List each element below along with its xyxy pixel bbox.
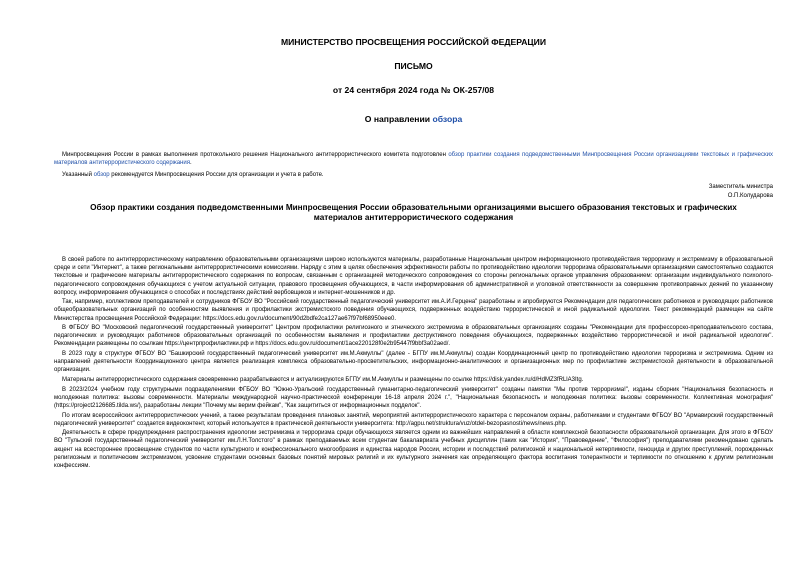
signature-block xyxy=(54,183,773,201)
signature-position: Заместитель министра xyxy=(708,184,773,191)
document-type: ПИСЬМО xyxy=(394,61,433,71)
recommendation-start: Указанный xyxy=(62,172,94,179)
review-paragraph: В 2023/2024 учебном году структурными подразделениями ФГБОУ ВО "Южно-Уральский государственный гуманитарно-педагогический университет" созданы памятки "Мы против терроризма!", изданы сборник "Национальная безопасность и молодежная политика: вызовы современности. Материалы международной научно-практической конференции 16-18 апреля 2024 г.", "Национальная безопасность и молодежная политика: вызовы современности. Коллективная монография" (https://project2126685.tilda.ws/), разработаны лекции "Почему мы верим фейкам", "Как защититься от информационных подделок". xyxy=(54,386,773,409)
ministry-heading: МИНИСТЕРСТВО ПРОСВЕЩЕНИЯ РОССИЙСКОЙ ФЕДЕРАЦИИ xyxy=(280,37,547,47)
review-paragraph: По итогам всероссийских антитеррористических учений, а также результатам проведения плановых занятий, мероприятий антитеррористического характера с персоналом охраны, работниками и студентами ФГБОУ ВО "Армавирский государственный педагогический университет" создается видеоконтент, который используется в практической деятельности университета: http://agpu.net/struktura/vuz/otdel-bezopasnosti/news/news.php. xyxy=(54,412,773,427)
recommendation-end: рекомендуется Минпросвещения России для организации и учета в работе. xyxy=(109,172,324,179)
review-paragraph: Материалы антитеррористического содержания своевременно разрабатываются и актуализируются БГПУ им.М.Акмуллы и размещены по ссылке https://disk.yandex.ru/d/HdMZ3fRLlA3Itg. xyxy=(62,376,584,383)
review-paragraph: В 2023 году в структуре ФГБОУ ВО "Башкирский государственный педагогический университет им.М.Акмуллы" (далее - БГПУ им.М.Акмуллы) создан Координационный центр по противодействию идеологии терроризма и экстремизма. Одним из направлений деятельности Координационного центра является реализация комплекса образовательно-просветительских, информационно-аналитических и организационных мер по профилактике экстремистской деятельности в образовательной организации. xyxy=(54,351,773,374)
subject-review-link[interactable]: обзора xyxy=(432,114,463,124)
subject-prefix: О направлении xyxy=(364,114,433,124)
review-body xyxy=(54,256,773,470)
signature-name: О.П.Колударова xyxy=(727,193,773,200)
review-link-short[interactable]: обзор xyxy=(93,172,110,179)
intro-text: Минпросвещения России в рамках выполнения протокольного решения Национального антитеррористического комитета подготовлен xyxy=(62,152,449,158)
review-paragraph: Так, например, коллективом преподавателей и сотрудников ФГБОУ ВО "Российский государственный педагогический университет им.А.И.Герцена" разработаны и апробируются Рекомендации для педагогических работников и руководящих работников общеобразовательных организаций по особенностям выявления и профилактики экстремистского поведения обучающихся, подверженных воздействию террористической и иной радикальной идеологии. Текст рекомендаций размещен на сайте Министерства просвещения Российской Федерации: https://docs.edu.gov.ru/document/90d2bdfe2ca127ae67f97bf68950eee0. xyxy=(54,299,773,322)
document-subject xyxy=(54,114,773,125)
intro-end: . xyxy=(189,160,192,167)
intro-paragraph xyxy=(54,151,773,167)
review-paragraph: В своей работе по антитеррористическому направлению образовательными организациями широко используются материалы, разработанные Национальным центром информационного противодействия терроризму и экстремизму в образовательной среде и сети "Интернет", а также региональными антитеррористическими комиссиями. Наряду с этим в целях обеспечения эффективности работы по противодействию идеологии терроризма образовательными организациями самостоятельно создаются текстовые и графические материалы антитеррористического содержания по вопросам, связанным с организацией методического сопровождения со стороны региональных органов управления образованием: организации индивидуального психолого-педагогического сопровождения обучающихся с учетом актуальной ситуации, правового просвещения обучающихся, в части информирования об административной и уголовной ответственности за совершение противоправных деяний по указанному вопросу, информирования обучающихся о способах и последствиях действий вербовщиков и интернет-мошенников и др. xyxy=(54,257,773,296)
review-paragraph: В ФГБОУ ВО "Московский педагогический государственный университет" Центром профилактики религиозного и этнического экстремизма в образовательных организациях созданы "Рекомендации для профессорско-преподавательского состава, педагогических и руководящих работников образовательных организаций по особенностям выявления и профилактики деструктивного поведения обучающихся, подверженных воздействию террористической и иной радикальной идеологии". Рекомендации размещены по ссылкам https://центрпрофилактики.рф и https://docs.edu.gov.ru/document/1ace220128f0e2b95447f9bbf3a02aed/. xyxy=(54,325,773,348)
review-link[interactable]: обзор практики создания подведомственными Минпросвещения России организациями текстовых и графических материалов антитеррористического содержания xyxy=(54,152,774,167)
review-title: Обзор практики создания подведомственными Минпросвещения России образовательными организациями высшего образования текстовых и графических материалов антитеррористического содержания xyxy=(90,203,737,223)
document-date-number: от 24 сентября 2024 года № ОК-257/08 xyxy=(332,85,495,95)
review-paragraph: Деятельность в сфере предупреждения распространения идеологии экстремизма и терроризма среди обучающихся является одним из важнейших направлений в области комплексной безопасности образовательной организации. Для этого в ФГБОУ ВО "Тульский государственный педагогический университет им.Л.Н.Толстого" в рамках преподаваемых всем студентам бакалавриата учебных дисциплин (таких как "История", "Правоведение", "Философия") преподавателями рекомендовано сделать акцент на всестороннее просвещение студентов по части культурного и конфессионального многообразия и единства народов России, истории и последствий религиозной и национальной нетерпимости, геноцида и других преступлений, порожденных религиозным и политическим экстремизмом, усвоение студентами основных базовых понятий мировых религий и их культурного значения как определяющего фактора воспитания толерантности и терпимости по отношению к другим религиозным конфессиям. xyxy=(54,430,773,469)
recommendation-paragraph xyxy=(54,171,773,179)
